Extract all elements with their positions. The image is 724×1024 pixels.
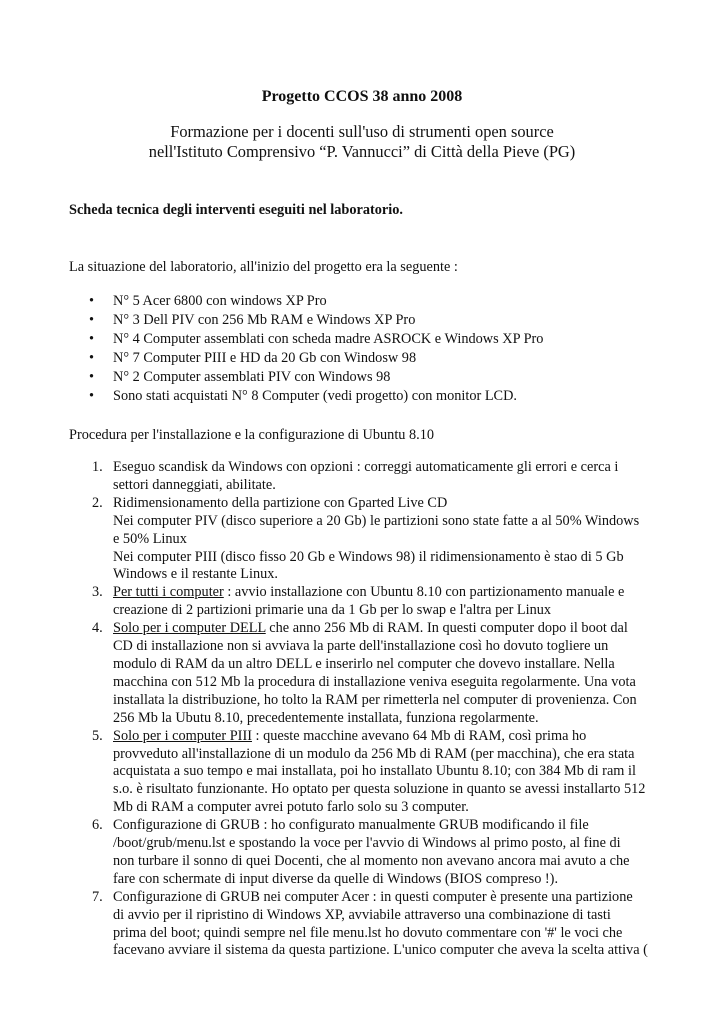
step-line: Windows e il restante Linux.: [113, 566, 278, 583]
list-item-text: N° 5 Acer 6800 con windows XP Pro: [113, 293, 327, 309]
intro-paragraph: La situazione del laboratorio, all'inizio del progetto era la seguente :: [69, 259, 458, 275]
list-item-text: N° 7 Computer PIII e HD da 20 Gb con Windosw 98: [113, 350, 417, 366]
bullet-icon: •: [89, 331, 95, 347]
step-number: 4.: [92, 620, 103, 637]
step-line: e 50% Linux: [113, 530, 187, 547]
step-item: [0, 817, 658, 889]
step-line: modulo di RAM da un altro DELL e inserirlo nel computer che dovevo installare. Nella: [113, 655, 615, 672]
step-line-text: : avvio installazione con Ubuntu 8.10 con partizionamento manuale e: [223, 584, 625, 601]
step-line: facevano avviare il sistema da questa partizione. L'unico computer che aveva la scelta attiva (: [113, 942, 648, 959]
step-line: Configurazione di GRUB nei computer Acer : in questi computer è presente una partizione: [113, 888, 633, 905]
step-line-first: [113, 728, 658, 746]
step-item: [0, 584, 658, 620]
list-item-text: N° 4 Computer assemblati con scheda madre ASROCK e Windows XP Pro: [113, 331, 544, 347]
list-item-text: N° 2 Computer assemblati PIV con Windows 98: [113, 369, 391, 385]
list-item: [0, 312, 543, 331]
bullet-icon: •: [89, 350, 95, 366]
step-number: 2.: [92, 494, 103, 511]
subtitle-line-1: Formazione per i docenti sull'uso di strumenti open source: [170, 122, 554, 141]
step-item: [0, 459, 658, 495]
step-number: 1.: [92, 459, 103, 475]
step-line: provveduto all'installazione di un modulo da 256 Mb di RAM (per macchina), che era stata: [113, 745, 635, 762]
step-item: [0, 495, 658, 585]
subtitle-line-2: nell'Istituto Comprensivo “P. Vannucci” di Città della Pieve (PG): [148, 142, 576, 161]
step-line: s.o. è risultato funzionante. Ho optato per questa soluzione in quanto se avessi installarto 512: [113, 781, 646, 798]
underlined-text: Solo per i computer DELL: [113, 620, 266, 637]
step-line: Nei computer PIV (disco superiore a 20 Gb) le partizioni sono state fatte a al 50% Windows: [113, 512, 640, 529]
list-item-text: Sono stati acquistati N° 8 Computer (vedi progetto) con monitor LCD.: [113, 388, 517, 404]
step-line: installata la distribuzione, ho tolto la RAM per rimetterla nel computer di provenienza. Con: [113, 691, 637, 708]
bullet-icon: •: [89, 293, 95, 309]
step-number: 6.: [92, 817, 103, 834]
step-line-first: [113, 620, 658, 638]
step-line: CD di installazione non si avviava la parte dell'installazione così ho dovuto togliere un: [113, 638, 609, 655]
step-line: 256 Mb la Ubutu 8.10, precedentemente installata, funziona regolarmente.: [113, 709, 539, 726]
document-title: Progetto CCOS 38 anno 2008: [261, 88, 463, 105]
list-item: [0, 388, 543, 407]
underlined-text: Solo per i computer PIII: [113, 727, 252, 744]
procedure-steps-list: [0, 459, 724, 960]
step-line: macchina con 512 Mb la procedura di installazione veniva eseguita regolarmente. Una vota: [113, 673, 636, 690]
step-line: non turbare il sonno di quei Docenti, che al momento non avevano ancora mai avuto a che: [113, 852, 630, 869]
step-line: /boot/grub/menu.lst e spostando la voce per l'avvio di Windows al primo posto, al fine di: [113, 835, 621, 852]
bullet-icon: •: [89, 312, 95, 328]
list-item: [0, 369, 543, 388]
list-item: [0, 293, 543, 312]
step-line: Configurazione di GRUB : ho configurato manualmente GRUB modificando il file: [113, 817, 589, 834]
step-line: Ridimensionamento della partizione con Gparted Live CD: [113, 494, 448, 511]
list-item: [0, 331, 543, 350]
step-line-first: [113, 584, 658, 602]
step-line: settori danneggiati, abilitate.: [113, 476, 276, 493]
step-line: creazione di 2 partizioni primarie una da 1 Gb per lo swap e l'altra per Linux: [113, 602, 552, 619]
step-line: Nei computer PIII (disco fisso 20 Gb e Windows 98) il ridimensionamento è stao di 5 Gb: [113, 548, 624, 565]
step-number: 5.: [92, 727, 103, 744]
underlined-text: Per tutti i computer: [113, 584, 224, 601]
step-number: 7.: [92, 888, 103, 905]
step-line: acquistata a suo tempo e mai installata, poi ho installato Ubuntu 8.10; con 384 Mb di ram il: [113, 763, 636, 780]
step-line-text: : queste macchine avevano 64 Mb di RAM, così prima ho: [251, 727, 587, 744]
procedure-heading: Procedura per l'installazione e la configurazione di Ubuntu 8.10: [69, 427, 435, 443]
step-line: Eseguo scandisk da Windows con opzioni : correggi automaticamente gli errori e cerca i: [113, 459, 619, 475]
step-line-text: che anno 256 Mb di RAM. In questi computer dopo il boot dal: [265, 620, 628, 637]
step-number: 3.: [92, 584, 103, 601]
step-line: di avvio per il ripristino di Windows XP, avviabile attraverso una combinazione di tasti: [113, 906, 611, 923]
lab-inventory-list: [0, 293, 543, 407]
step-item: [0, 889, 658, 961]
step-item: [0, 620, 658, 727]
step-line: prima del boot; quindi sempre nel file menu.lst ho dovuto commentare con '#' le voci che: [113, 924, 623, 941]
list-item-text: N° 3 Dell PIV con 256 Mb RAM e Windows XP Pro: [113, 312, 416, 328]
step-line: fare con schermate di input diverse da quelle di Windows (BIOS compreso !).: [113, 870, 559, 887]
section-heading: Scheda tecnica degli interventi eseguiti nel laboratorio.: [69, 202, 403, 218]
step-item: [0, 728, 658, 818]
list-item: [0, 350, 543, 369]
bullet-icon: •: [89, 369, 95, 385]
step-line: Mb di RAM a computer avrei potuto farlo solo su 3 computer.: [113, 799, 469, 816]
bullet-icon: •: [89, 388, 95, 404]
document-subtitle: [0, 122, 724, 162]
